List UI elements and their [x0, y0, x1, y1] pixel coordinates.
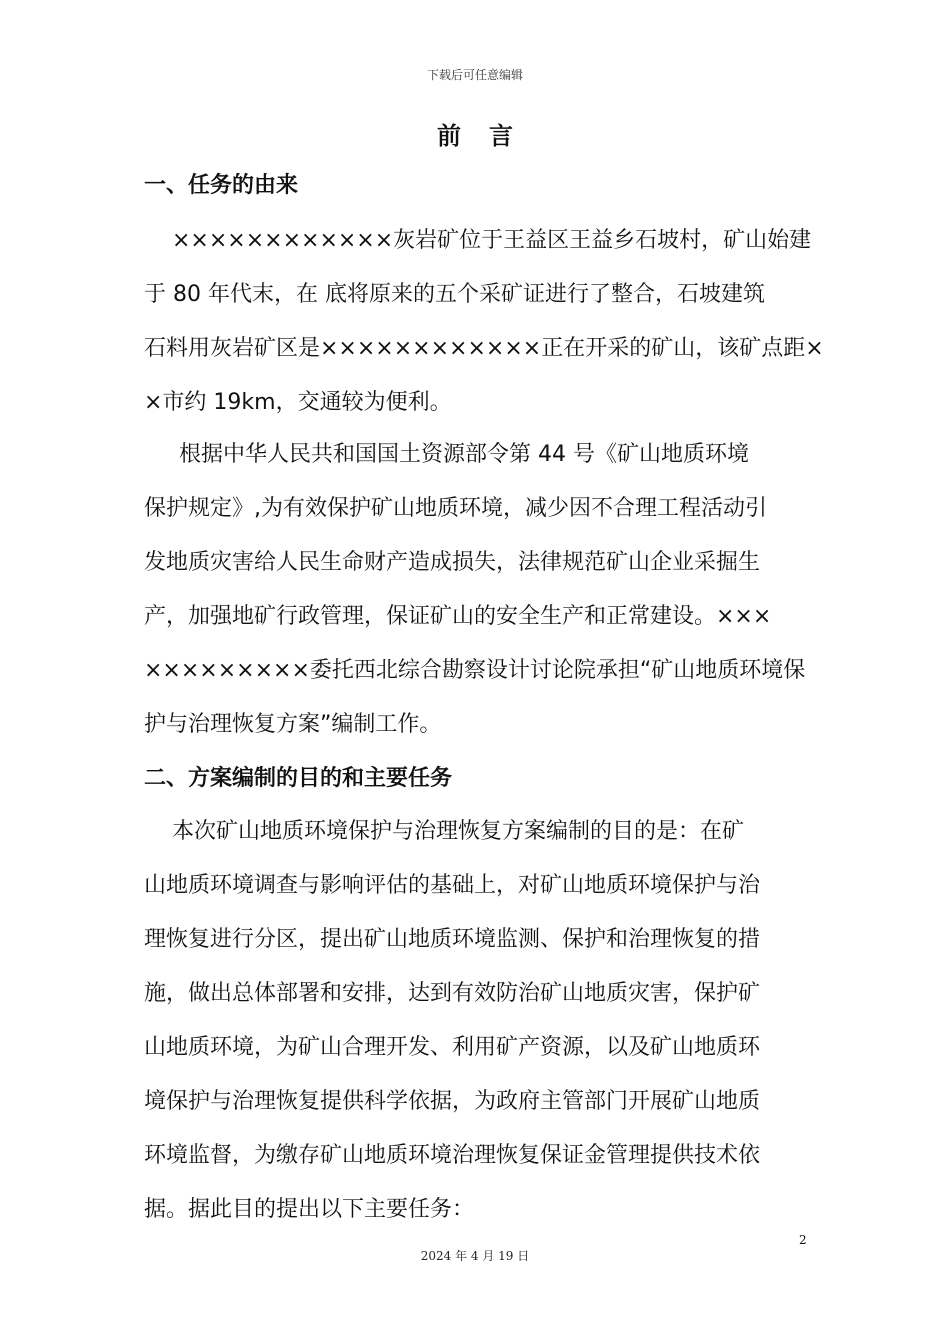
text-line: 根据中华人民共和国国土资源部令第 44 号《矿山地质环境 — [144, 442, 749, 467]
text-line: 山地质环境调查与影响评估的基础上，对矿山地质环境保护与治 — [144, 873, 761, 898]
text-line: 发地质灾害给人民生命财产造成损失，法律规范矿山企业采掘生 — [144, 550, 761, 575]
section1-paragraph-2 — [144, 428, 808, 752]
text-line: 护与治理恢复方案”编制工作。 — [144, 712, 442, 737]
text-line: ×市约 19km，交通较为便利。 — [144, 390, 452, 415]
text-line: 石料用灰岩矿区是××××××××××××正在开采的矿山，该矿点距× — [144, 336, 824, 361]
section-heading-2: 二、方案编制的目的和主要任务 — [144, 766, 453, 791]
text-line: ×××××××××委托西北综合勘察设计讨论院承担“矿山地质环境保 — [144, 658, 806, 683]
text-line: 境保护与治理恢复提供科学依据，为政府主管部门开展矿山地质 — [144, 1089, 761, 1114]
text-line: 理恢复进行分区，提出矿山地质环境监测、保护和治理恢复的措 — [144, 927, 761, 952]
section2-paragraph-1 — [144, 805, 808, 1237]
page-number: 2 — [799, 1233, 807, 1247]
text-line: 于 80 年代末，在 底将原来的五个采矿证进行了整合，石坡建筑 — [144, 282, 765, 307]
section1-paragraph-1 — [144, 214, 824, 430]
text-line: 产，加强地矿行政管理，保证矿山的安全生产和正常建设。××× — [144, 604, 772, 629]
text-line: 施，做出总体部署和安排，达到有效防治矿山地质灾害，保护矿 — [144, 981, 761, 1006]
text-line: 环境监督，为缴存矿山地质环境治理恢复保证金管理提供技术依 — [144, 1143, 761, 1168]
page-title: 前言 — [437, 122, 541, 150]
page-header: 下载后可任意编辑 — [426, 68, 523, 82]
section-heading-1: 一、任务的由来 — [144, 173, 299, 198]
page-footer-date: 2024 年 4 月 19 日 — [420, 1249, 530, 1263]
text-line: 保护规定》,为有效保护矿山地质环境，减少因不合理工程活动引 — [144, 496, 767, 521]
text-line: ××××××××××××灰岩矿位于王益区王益乡石坡村，矿山始建 — [144, 228, 812, 253]
text-line: 据。据此目的提出以下主要任务： — [144, 1197, 475, 1222]
text-line: 山地质环境，为矿山合理开发、利用矿产资源，以及矿山地质环 — [144, 1035, 761, 1060]
text-line: 本次矿山地质环境保护与治理恢复方案编制的目的是：在矿 — [144, 819, 744, 844]
